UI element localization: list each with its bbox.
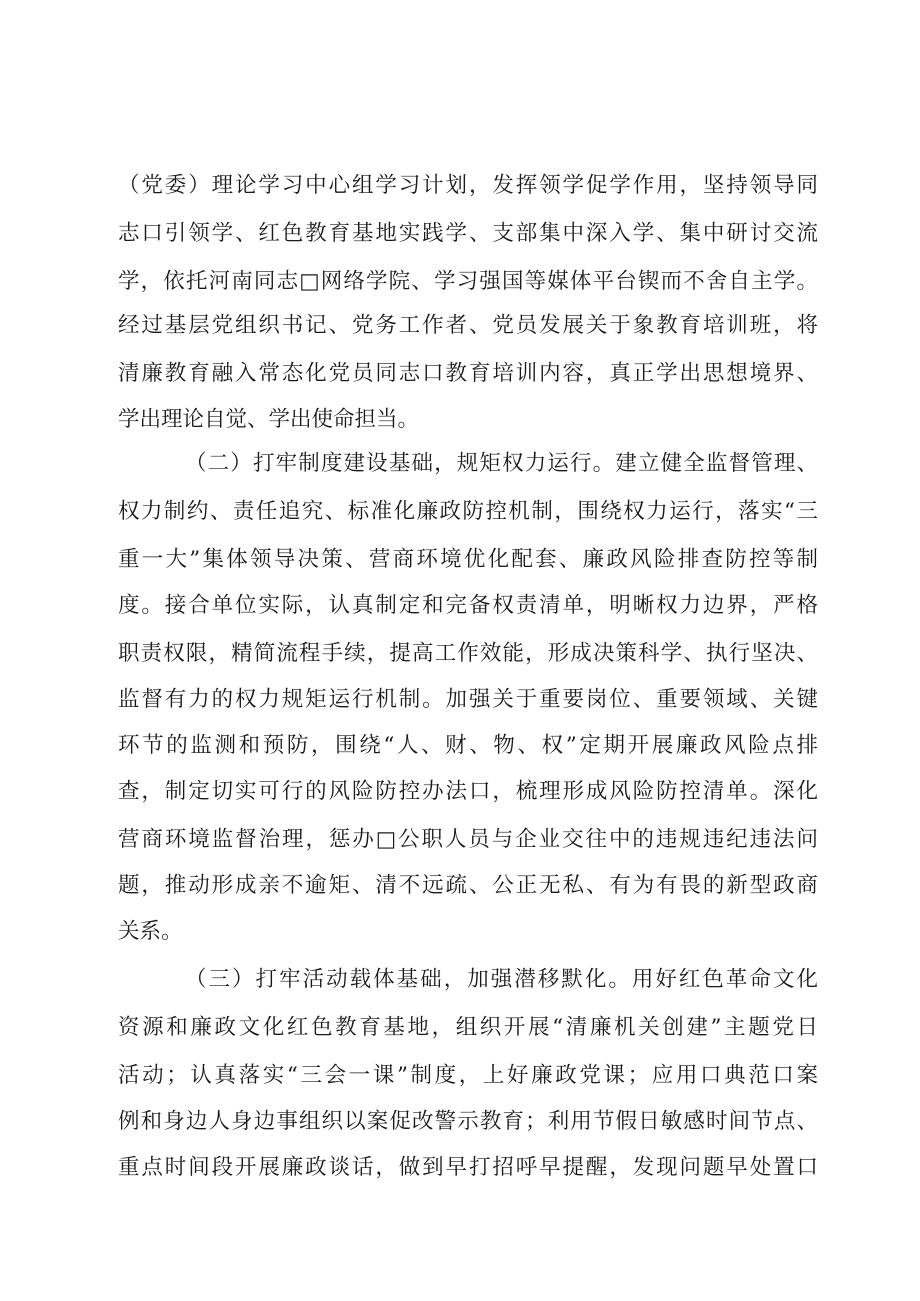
paragraph-2-line-2: 权力制约、责任追究、标准化廉政防控机制，围绕权力运行，落实“三: [118, 499, 818, 524]
paragraph-2-line-9: 营商环境监督治理，惩办□公职人员与企业交往中的违规违纪违法问: [118, 827, 818, 852]
paragraph-1-line-2: 志口引领学、红色教育基地实践学、支部集中深入学、集中研讨交流: [118, 221, 818, 246]
paragraph-2-line-10: 题，推动形成亲不逾矩、清不远疏、公正无私、有为有畏的新型政商: [118, 873, 818, 898]
paragraph-1-line-4: 经过基层党组织书记、党务工作者、党员发展关于象教育培训班，将: [118, 313, 818, 338]
paragraph-2-line-7: 环节的监测和预防，围绕“人、财、物、权”定期开展廉政风险点排: [118, 733, 818, 758]
paragraph-3-line-5: 重点时间段开展廉政谈话，做到早打招呼早提醒，发现问题早处置口: [118, 1155, 818, 1180]
paragraph-2-line-8: 查，制定切实可行的风险防控办法口，梳理形成风险防控清单。深化: [118, 779, 818, 804]
paragraph-3-line-2: 资源和廉政文化红色教育基地，组织开展“清廉机关创建”主题党日: [118, 1015, 818, 1040]
paragraph-3-line-1: （三）打牢活动载体基础，加强潜移默化。用好红色革命文化: [185, 967, 818, 992]
paragraph-1-line-5: 清廉教育融入常态化党员同志口教育培训内容，真正学出思想境界、: [118, 361, 818, 386]
paragraph-3-line-3: 活动；认真落实“三会一课”制度，上好廉政党课；应用口典范口案: [118, 1063, 818, 1088]
paragraph-2-line-3: 重一大”集体领导决策、营商环境优化配套、廉政风险排查防控等制: [118, 547, 818, 572]
paragraph-3-line-4: 例和身边人身边事组织以案促改警示教育；利用节假日敏感时间节点、: [118, 1109, 818, 1134]
paragraph-2-line-11: 关系。: [118, 919, 183, 944]
paragraph-1-line-6: 学出理论自觉、学出使命担当。: [118, 407, 420, 432]
paragraph-2-line-4: 度。接合单位实际，认真制定和完备权责清单，明晰权力边界，严格: [118, 593, 818, 618]
paragraph-1-line-3: 学，依托河南同志□网络学院、学习强国等媒体平台锲而不舍自主学。: [118, 269, 818, 294]
paragraph-2-line-6: 监督有力的权力规矩运行机制。加强关于重要岗位、重要领域、关键: [118, 687, 818, 712]
paragraph-2-line-5: 职责权限，精简流程手续，提高工作效能，形成决策科学、执行坚决、: [118, 641, 818, 666]
paragraph-2-line-1: （二）打牢制度建设基础，规矩权力运行。建立健全监督管理、: [185, 451, 818, 476]
paragraph-1-line-1: （党委）理论学习中心组学习计划，发挥领学促学作用，坚持领导同: [118, 173, 818, 198]
